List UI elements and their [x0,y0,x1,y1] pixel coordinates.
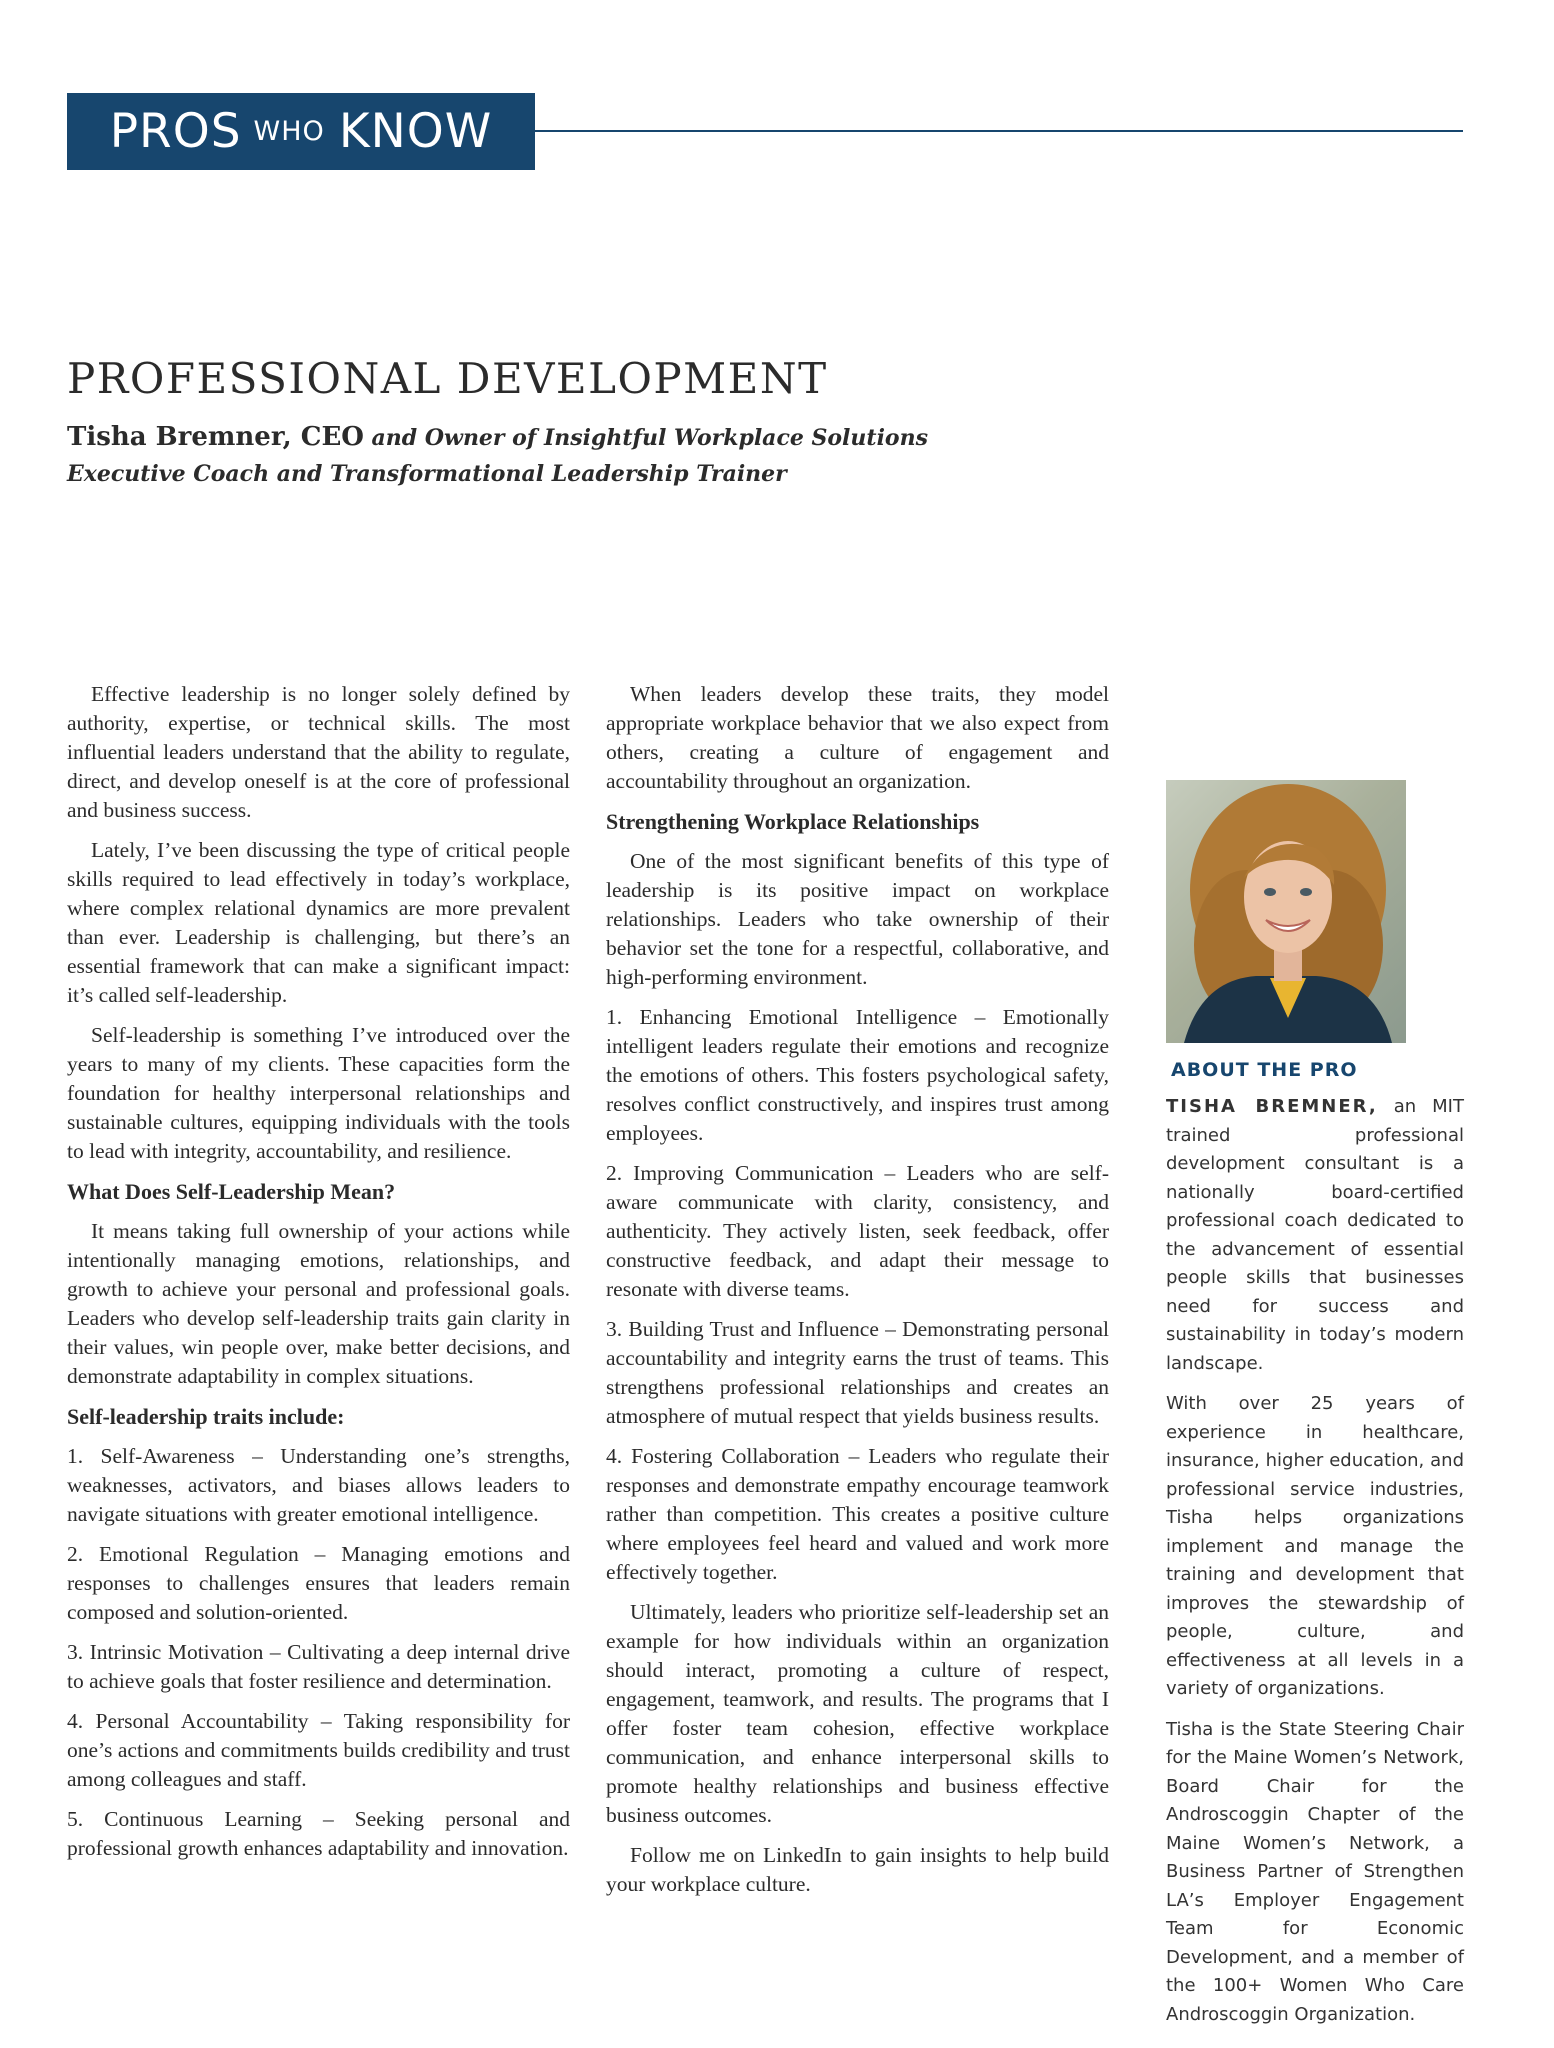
paragraph: One of the most significant benefits of this type of leadership is its positive impact on workplace relationships. Leaders who take ownership of their behavior set the tone for a respectful, collaborative, and high-performing environment. [606,849,1109,989]
paragraph: Effective leadership is no longer solely defined by authority, expertise, or technical skills. The most influential leaders understand that the ability to regulate, direct, and develop oneself is at the core of professional and business success. [67,682,570,822]
paragraph: Lately, I’ve been discussing the type of critical people skills required to lead effectively in today’s workplace, where complex relational dynamics are more prevalent than ever. Leadership is challenging, but there’s an essential framework that can make a significant impact: it’s called self-leadership. [67,838,570,1007]
banner-word-who: WHO [253,116,325,147]
paragraph: When leaders develop these traits, they model appropriate workplace behavior that we also expect from others, creating a culture of engagement and accountability throughout an organization. [606,682,1109,793]
section-heading: Strengthening Workplace Relationships [606,809,980,834]
bio-paragraph: Tisha is the State Steering Chair for the Maine Women’s Network, Board Chair for the Androscoggin Chapter of the Maine Women’s Network, a Business Partner of Strengthen LA’s Employer Engagement Team for Economic Development, and a member of the 100+ Women Who Care Androscoggin Organization. [1166,1718,1464,2025]
trait-item: 1. Self-Awareness – Understanding one’s strengths, weaknesses, activators, and biases allows leaders to navigate situations with greater emotional intelligence. [67,1444,570,1526]
benefit-item: 2. Improving Communication – Leaders who are self-aware communicate with clarity, consistency, and authenticity. They actively listen, seek feedback, offer constructive feedback, and adapt their message to resonate with diverse teams. [606,1161,1109,1301]
author-subtitle: Executive Coach and Transformational Leadership Trainer [67,461,787,487]
bio-text: an MIT trained professional development consultant is a nationally board-certified professional coach dedicated to the advancement of essential people skills that businesses need for success and sustainability in today’s modern landscape. [1166,1096,1464,1374]
header-rule [535,130,1463,132]
trait-item: 3. Intrinsic Motivation – Cultivating a deep internal drive to achieve goals that foster resilience and determination. [67,1640,570,1693]
about-the-pro-sidebar [1166,780,1464,2041]
banner-word-pros: PROS [109,104,242,159]
pro-name: TISHA BREMNER, [1166,1096,1378,1117]
section-banner [67,93,535,170]
author-photo [1166,780,1406,1043]
benefit-item: 4. Fostering Collaboration – Leaders who regulate their responses and demonstrate empathy encourage teamwork rather than competition. This creates a positive culture where employees feel heard and valued and work more effectively together. [606,1444,1109,1584]
benefit-item: 3. Building Trust and Influence – Demonstrating personal accountability and integrity earns the trust of teams. This strengthens professional relationships and creates an atmosphere of mutual respect that yields business results. [606,1317,1109,1428]
about-the-pro-heading: ABOUT THE PRO [1171,1059,1358,1081]
paragraph: Ultimately, leaders who prioritize self-leadership set an example for how individuals within an organization should interact, promoting a culture of respect, engagement, teamwork, and results. The programs that I offer foster team cohesion, effective workplace communication, and enhance interpersonal skills to promote healthy relationships and business effective business outcomes. [606,1600,1109,1827]
author-role: and Owner of Insightful Workplace Solutions [371,425,928,451]
article-column-1 [67,680,570,1874]
trait-item: 4. Personal Accountability – Taking responsibility for one’s actions and commitments builds credibility and trust among colleagues and staff. [67,1709,570,1791]
benefit-item: 1. Enhancing Emotional Intelligence – Emotionally intelligent leaders regulate their emotions and recognize the emotions of others. This fosters psychological safety, resolves conflict constructively, and inspires trust among employees. [606,1005,1109,1145]
trait-item: 2. Emotional Regulation – Managing emotions and responses to challenges ensures that leaders remain composed and solution-oriented. [67,1542,570,1624]
byline [67,422,928,452]
bio-paragraph: With over 25 years of experience in healthcare, insurance, higher education, and professional service industries, Tisha helps organizations implement and manage the training and development that improves the stewardship of people, culture, and effectiveness at all levels in a variety of organizations. [1166,1393,1464,1699]
paragraph: It means taking full ownership of your actions while intentionally managing emotions, relationships, and growth to achieve your personal and professional goals. Leaders who develop self-leadership traits gain clarity in their values, win people over, make better decisions, and demonstrate adaptability in complex situations. [67,1219,570,1388]
bio-paragraph [1166,1093,1464,1378]
portrait-illustration [1166,780,1406,1043]
trait-item: 5. Continuous Learning – Seeking personal and professional growth enhances adaptability and innovation. [67,1807,570,1860]
section-heading: Self-leadership traits include: [67,1404,345,1429]
paragraph: Self-leadership is something I’ve introduced over the years to many of my clients. These capacities form the foundation for healthy interpersonal relationships and sustainable cultures, equipping individuals with the tools to lead with integrity, accountability, and resilience. [67,1023,570,1163]
banner-word-know: KNOW [338,104,493,159]
article-title: PROFESSIONAL DEVELOPMENT [67,354,828,403]
article-column-2 [606,680,1109,1910]
author-name: Tisha Bremner, CEO [67,422,364,452]
paragraph: Follow me on LinkedIn to gain insights to help build your workplace culture. [606,1843,1109,1896]
section-heading: What Does Self-Leadership Mean? [67,1179,396,1204]
